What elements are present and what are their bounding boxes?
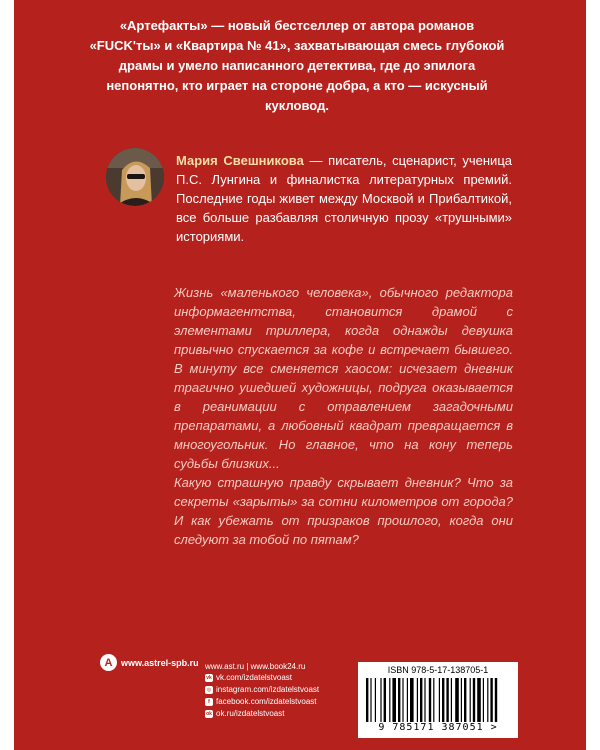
- social-link-text: ok.ru/izdatelstvoast: [216, 709, 285, 718]
- barcode-bar: [417, 678, 418, 722]
- social-link-instagram[interactable]: [205, 684, 319, 695]
- author-bio-text: — писатель, сценарист, ученица П.С. Лунгина и финалистка литературных премий. Последние годы живет между Москвой и Прибалтикой, все больше разбавляя столичную прозу «трушными» историями.: [176, 153, 512, 244]
- barcode-bar: [389, 678, 390, 722]
- barcode-bar: [366, 678, 368, 722]
- instagram-icon: ◎: [206, 686, 212, 693]
- barcode-bar: [455, 678, 459, 722]
- isbn-number: ISBN 978-5-17-138705-1: [387, 665, 489, 675]
- barcode-bar: [490, 678, 492, 722]
- publisher-mark: [100, 654, 199, 671]
- barcode-bar: [420, 678, 422, 722]
- odnoklassniki-icon: ok: [206, 710, 212, 717]
- barcode-bar: [402, 678, 403, 722]
- social-link-facebook[interactable]: [205, 696, 319, 707]
- social-links: [205, 672, 319, 720]
- publisher-logo-icon: A: [100, 654, 117, 671]
- barcode-block: [358, 662, 518, 738]
- barcode-bar: [495, 678, 497, 722]
- barcode-bar: [446, 678, 448, 722]
- synopsis-paragraph: Жизнь «маленького человека», обычного редактора информагентства, становится драмой с элементами триллера, когда однажды девушка привычно спускается за кофе и встречает бывшего. В минуту все сменяется хаосом: исчезает дневник трагично ушедшей художницы, подруга оказывается в реанимации с отравлением загадочными препаратами, а любовный квадрат превращается в многоугольник. Но главное, что на кону теперь судьбы близких...: [174, 285, 513, 471]
- synopsis-paragraph: Какую страшную правду скрывает дневник? Что за секреты «зарыты» за сотни километров от города? И как убежать от призраков прошлого, когда они следуют за тобой по пятам?: [174, 475, 513, 547]
- barcode-bar: [392, 678, 396, 722]
- back-cover: [14, 0, 586, 750]
- social-link-text: instagram.com/izdatelstvoast: [216, 685, 320, 694]
- social-link-text: facebook.com/izdatelstvoast: [216, 697, 317, 706]
- social-link-text: vk.com/izdatelstvoast: [216, 673, 293, 682]
- author-portrait-image: [106, 148, 164, 206]
- facebook-icon: f: [205, 698, 213, 706]
- barcode-bar: [380, 678, 381, 722]
- author-photo: [106, 148, 164, 206]
- synopsis: [174, 283, 513, 549]
- publisher-site[interactable]: www.astrel-spb.ru: [121, 657, 199, 668]
- barcode-bar: [470, 678, 471, 722]
- barcode-image: [366, 678, 510, 722]
- vk-icon: vk: [206, 674, 212, 681]
- barcode-bar: [370, 678, 371, 722]
- barcode-bar: [429, 678, 431, 722]
- barcode-bar: [424, 678, 425, 722]
- barcode-bar: [461, 678, 462, 722]
- barcode-bar: [464, 678, 466, 722]
- barcode-bar: [398, 678, 400, 722]
- barcode-bar: [487, 678, 488, 722]
- barcode-bar: [442, 678, 444, 722]
- tagline-text: «Артефакты» — новый бестселлер от автора романов «FUCK'ты» и «Квартира № 41», захватывающая смесь глубокой драмы и умело написанного детектива, где до эпилога непонятно, кто играет на стороне добра, а кто — искусный кукловод.: [89, 18, 505, 113]
- barcode-bar: [451, 678, 452, 722]
- barcode-bar: [433, 678, 434, 722]
- websites[interactable]: www.ast.ru | www.book24.ru: [205, 662, 306, 671]
- barcode-bar: [477, 678, 481, 722]
- author-bio: [176, 151, 512, 246]
- author-name: Мария Свешникова: [176, 153, 304, 168]
- barcode-bar: [410, 678, 414, 722]
- social-link-vk[interactable]: [205, 672, 319, 683]
- barcode-bar: [384, 678, 386, 722]
- barcode-bar: [473, 678, 475, 722]
- barcode-bar: [407, 678, 408, 722]
- barcode-bar: [375, 678, 376, 722]
- barcode-bar: [483, 678, 484, 722]
- barcode-bar: [439, 678, 440, 722]
- barcode-digits: 9 785171 387051 >: [378, 722, 498, 733]
- social-link-ok[interactable]: [205, 708, 319, 719]
